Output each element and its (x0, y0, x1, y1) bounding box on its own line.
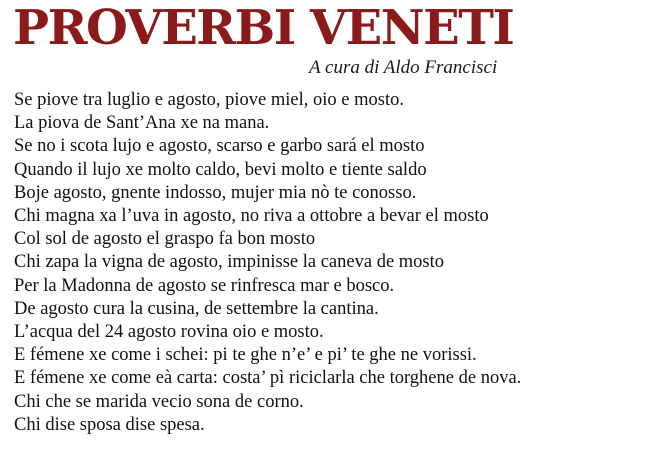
proverb-item: Se piove tra luglio e agosto, piove miel, oio e mosto. (14, 90, 404, 110)
proverb-list (14, 89, 521, 437)
proverb-item: Chi che se marida vecio sona de corno. (14, 391, 304, 412)
proverb-item: E fémene xe come eà carta: costa’ pì riciclarla che torghene de nova. (14, 368, 522, 389)
proverb-item: De agosto cura la cusina, de settembre la cantina. (14, 298, 379, 319)
proverb-item: Per la Madonna de agosto se rinfresca mar e bosco. (14, 275, 395, 296)
proverb-item: Chi zapa la vigna de agosto, impinisse la caneva de mosto (14, 252, 445, 273)
proverb-item: Quando il lujo xe molto caldo, bevi molto e tiente saldo (14, 159, 427, 180)
proverb-item: E fémene xe come i schei: pi te ghe n’e’ e pi’ te ghe ne vorissi. (14, 345, 477, 366)
proverb-item: L’acqua del 24 agosto rovina oio e mosto. (14, 322, 324, 343)
proverb-item: Chi magna xa l’uva in agosto, no riva a ottobre a bevar el mosto (14, 206, 489, 227)
proverb-item: Chi dise sposa dise spesa. (14, 414, 205, 435)
proverb-item: La piova de Sant’Ana xe na mana. (14, 113, 270, 134)
proverb-item: Se no i scota lujo e agosto, scarso e garbo sará el mosto (14, 136, 425, 157)
author-credit: A cura di Aldo Francisci (309, 57, 498, 78)
page-title: PROVERBI VENETI (13, 0, 514, 56)
proverb-item: Boje agosto, gnente indosso, mujer mia nò te conosso. (14, 182, 417, 203)
proverb-item: Col sol de agosto el graspo fa bon mosto (14, 229, 316, 250)
